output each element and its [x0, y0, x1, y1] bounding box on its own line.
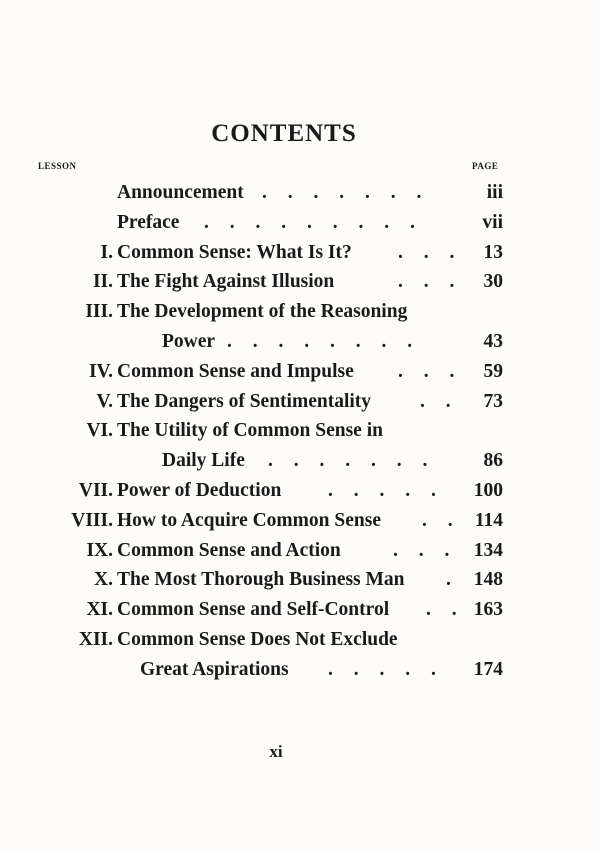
page-title: CONTENTS: [211, 120, 357, 147]
leader-dots: . . . . . . . .: [227, 330, 421, 352]
toc-entry: [0, 536, 600, 566]
toc-entry: [0, 506, 600, 536]
leader-dots: .: [446, 569, 459, 591]
entry-title: Power of Deduction: [117, 479, 282, 501]
page-number: 163: [473, 599, 503, 621]
leader-dots: . . . . .: [328, 658, 444, 680]
entry-title: Common Sense: What Is It?: [117, 241, 352, 263]
lesson-number: III.: [85, 301, 113, 323]
leader-dots: . . . . .: [328, 479, 444, 501]
page-number: 114: [474, 509, 503, 531]
page-number: 73: [483, 390, 503, 412]
toc-entry: [0, 267, 600, 297]
toc-entry: [0, 625, 600, 655]
toc-entry: [0, 416, 600, 446]
lesson-column-header: LESSON: [38, 161, 77, 171]
page-number: 86: [483, 450, 503, 472]
page-number: 174: [473, 658, 503, 680]
toc-entry: [0, 595, 600, 625]
folio-page-number: xi: [269, 742, 283, 761]
lesson-number: XI.: [86, 599, 113, 621]
page-number: vii: [482, 211, 503, 233]
entry-title: Common Sense and Action: [117, 539, 341, 561]
leader-dots: . . .: [398, 271, 463, 293]
toc-entry-continued: [0, 327, 600, 357]
entry-title: Common Sense Does Not Exclude: [117, 628, 398, 650]
page-number: 30: [483, 271, 503, 293]
entry-title: The Utility of Common Sense in: [117, 420, 383, 442]
entry-title: Common Sense and Impulse: [117, 360, 354, 382]
lesson-number: XII.: [78, 628, 113, 650]
toc-entry-continued: [0, 655, 600, 685]
lesson-number: V.: [96, 390, 113, 412]
page-number: 13: [483, 241, 503, 263]
lesson-number: IX.: [86, 539, 113, 561]
contents-list: [0, 178, 600, 685]
entry-title: Preface: [117, 211, 180, 233]
leader-dots: . . . . . . .: [268, 450, 436, 472]
entry-title: The Development of the Reasoning: [117, 301, 408, 323]
page-number: 59: [483, 360, 503, 382]
toc-entry: [0, 565, 600, 595]
page-column-header: PAGE: [472, 161, 499, 171]
lesson-number: VII.: [78, 479, 113, 501]
toc-entry: [0, 208, 600, 238]
leader-dots: . . . . . . .: [262, 182, 430, 203]
entry-title: Power: [162, 330, 216, 352]
leader-dots: . .: [420, 390, 459, 412]
entry-title: Announcement: [117, 182, 244, 203]
leader-dots: . . .: [398, 241, 463, 263]
entry-title: The Dangers of Sentimentality: [117, 390, 372, 412]
leader-dots: . .: [422, 509, 461, 531]
entry-title: Common Sense and Self-Control: [117, 599, 390, 621]
page-number: 134: [473, 539, 503, 561]
leader-dots: . . .: [393, 539, 458, 561]
entry-title: The Fight Against Illusion: [117, 271, 335, 293]
lesson-number: VIII.: [71, 509, 113, 531]
entry-title: How to Acquire Common Sense: [117, 509, 381, 531]
leader-dots: . . .: [398, 360, 463, 382]
toc-entry: [0, 476, 600, 506]
toc-entry: [0, 297, 600, 327]
entry-title: The Most Thorough Business Man: [117, 569, 405, 591]
entry-title: Great Aspirations: [140, 658, 289, 680]
leader-dots: . .: [426, 599, 465, 621]
page-number: 100: [473, 479, 503, 501]
toc-entry: [0, 387, 600, 417]
toc-entry: [0, 178, 600, 208]
lesson-number: II.: [92, 271, 113, 293]
page-number: 43: [483, 330, 503, 352]
lesson-number: IV.: [88, 360, 113, 382]
page-number: 148: [473, 569, 503, 591]
lesson-number: VI.: [86, 420, 113, 442]
toc-entry: [0, 238, 600, 268]
lesson-number: I.: [100, 241, 113, 263]
leader-dots: . . . . . . . . .: [204, 211, 423, 233]
toc-entry-continued: [0, 446, 600, 476]
toc-entry: [0, 357, 600, 387]
lesson-number: X.: [94, 569, 113, 591]
entry-title: Daily Life: [162, 450, 245, 472]
page-number: iii: [486, 182, 503, 203]
